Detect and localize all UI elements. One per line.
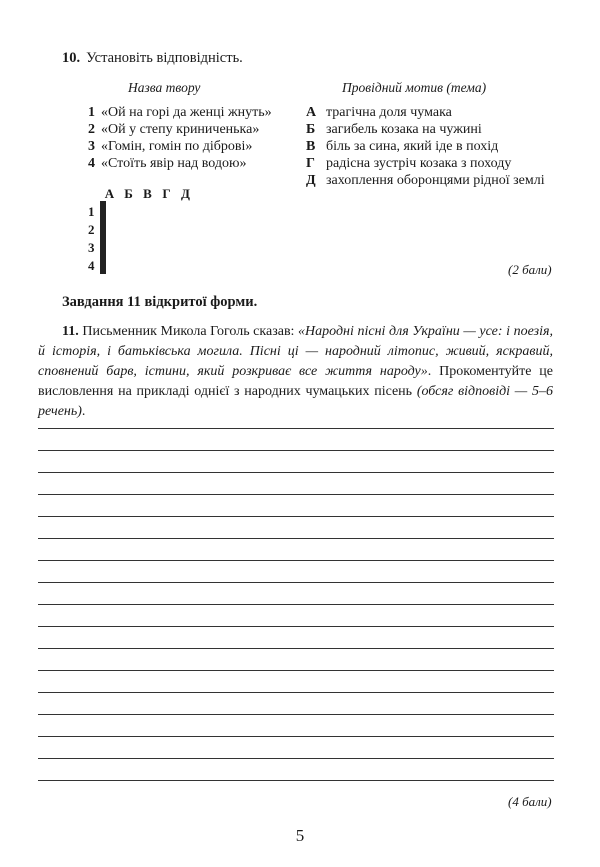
answer-line[interactable] — [38, 516, 554, 517]
answer-grid-cells[interactable] — [100, 201, 106, 274]
motif-item: Д захоплення оборонцями рідної землі — [306, 173, 545, 188]
answer-volume-note: (обсяг відповіді — 5–6 речень) — [38, 384, 553, 419]
motif-item: Б загибель козака на чужині — [306, 122, 482, 137]
gogol-quote: «Народні пісні для України — усе: і поезія, й історія, і батьківська могила. Пісні ці — народний літопис, живий, яскравий, сповнений барв, істини, який розкриває все життя народу» — [38, 324, 554, 379]
grid-col-label: Г — [162, 186, 171, 201]
grid-cell[interactable] — [105, 220, 106, 238]
page-number: 5 — [295, 826, 305, 845]
grid-row-label: 2 — [88, 222, 95, 237]
motif-item: А трагічна доля чумака — [306, 105, 452, 120]
grid-row-label: 3 — [88, 240, 95, 255]
motif-item: В біль за сина, який іде в похід — [306, 139, 499, 154]
grid-cell[interactable] — [105, 238, 106, 256]
answer-line[interactable] — [38, 670, 554, 671]
question-10-number: 10. — [62, 50, 81, 66]
work-item: 4 «Стоїть явір над водою» — [88, 156, 247, 171]
grid-row-label: 1 — [88, 204, 95, 219]
works-list — [88, 104, 272, 172]
grid-cell[interactable] — [105, 256, 106, 274]
grid-col-label: Б — [124, 186, 133, 201]
question-11-points: (4 бали) — [508, 794, 552, 809]
answer-line[interactable] — [38, 626, 554, 627]
grid-col-label: Д — [181, 186, 190, 201]
answer-line[interactable] — [38, 648, 554, 649]
motif-item: Г радісна зустріч козака з походу — [306, 156, 512, 171]
grid-cell[interactable] — [105, 202, 106, 220]
grid-row-label: 4 — [88, 258, 95, 273]
question-11-text: 11. Письменник Микола Гоголь сказав: «Народні пісні для України — усе: і поезія, й історія, і батьківська могила. Пісні ці — народний літопис, живий, яскравий, сповнений барв, істини, який розкриває все життя народу». Прокоментуйте це висловлення на прикладі однієї з народних чумацьких пісень (обсяг відповіді — 5–6 речень). — [38, 324, 554, 419]
work-item: 3 «Гомін, гомін по діброві» — [88, 139, 253, 154]
question-11-intro: Письменник Микола Гоголь сказав: — [82, 324, 299, 339]
answer-line[interactable] — [38, 582, 554, 583]
answer-line[interactable] — [38, 538, 554, 539]
answer-line[interactable] — [38, 450, 554, 451]
question-11-number: 11. — [62, 324, 79, 339]
works-column-header: Назва твору — [128, 80, 201, 95]
grid-col-label: А — [104, 186, 115, 201]
grid-col-label: В — [143, 186, 152, 201]
answer-line[interactable] — [38, 736, 554, 737]
answer-line[interactable] — [38, 560, 554, 561]
answer-line[interactable] — [38, 692, 554, 693]
motifs-list — [306, 104, 545, 189]
answer-line[interactable] — [38, 758, 554, 759]
answer-line[interactable] — [38, 494, 554, 495]
question-10-points: (2 бали) — [508, 262, 552, 277]
answer-line[interactable] — [38, 780, 554, 781]
task-11-header: Завдання 11 відкритої форми. — [62, 294, 258, 310]
answer-line[interactable] — [38, 604, 554, 605]
question-10-title — [62, 50, 243, 67]
question-11-task: . Прокоментуйте це висловлення на прикладі однієї з народних чумацьких пісень — [38, 364, 553, 399]
motifs-column-header: Провідний мотив (тема) — [342, 80, 487, 95]
work-item: 1 «Ой на горі да женці жнуть» — [88, 105, 272, 120]
answer-line[interactable] — [38, 714, 554, 715]
question-10-instruction: Установіть відповідність. — [86, 50, 243, 66]
answer-line[interactable] — [38, 472, 554, 473]
answer-line[interactable] — [38, 428, 554, 429]
work-item: 2 «Ой у степу криниченька» — [88, 122, 260, 137]
